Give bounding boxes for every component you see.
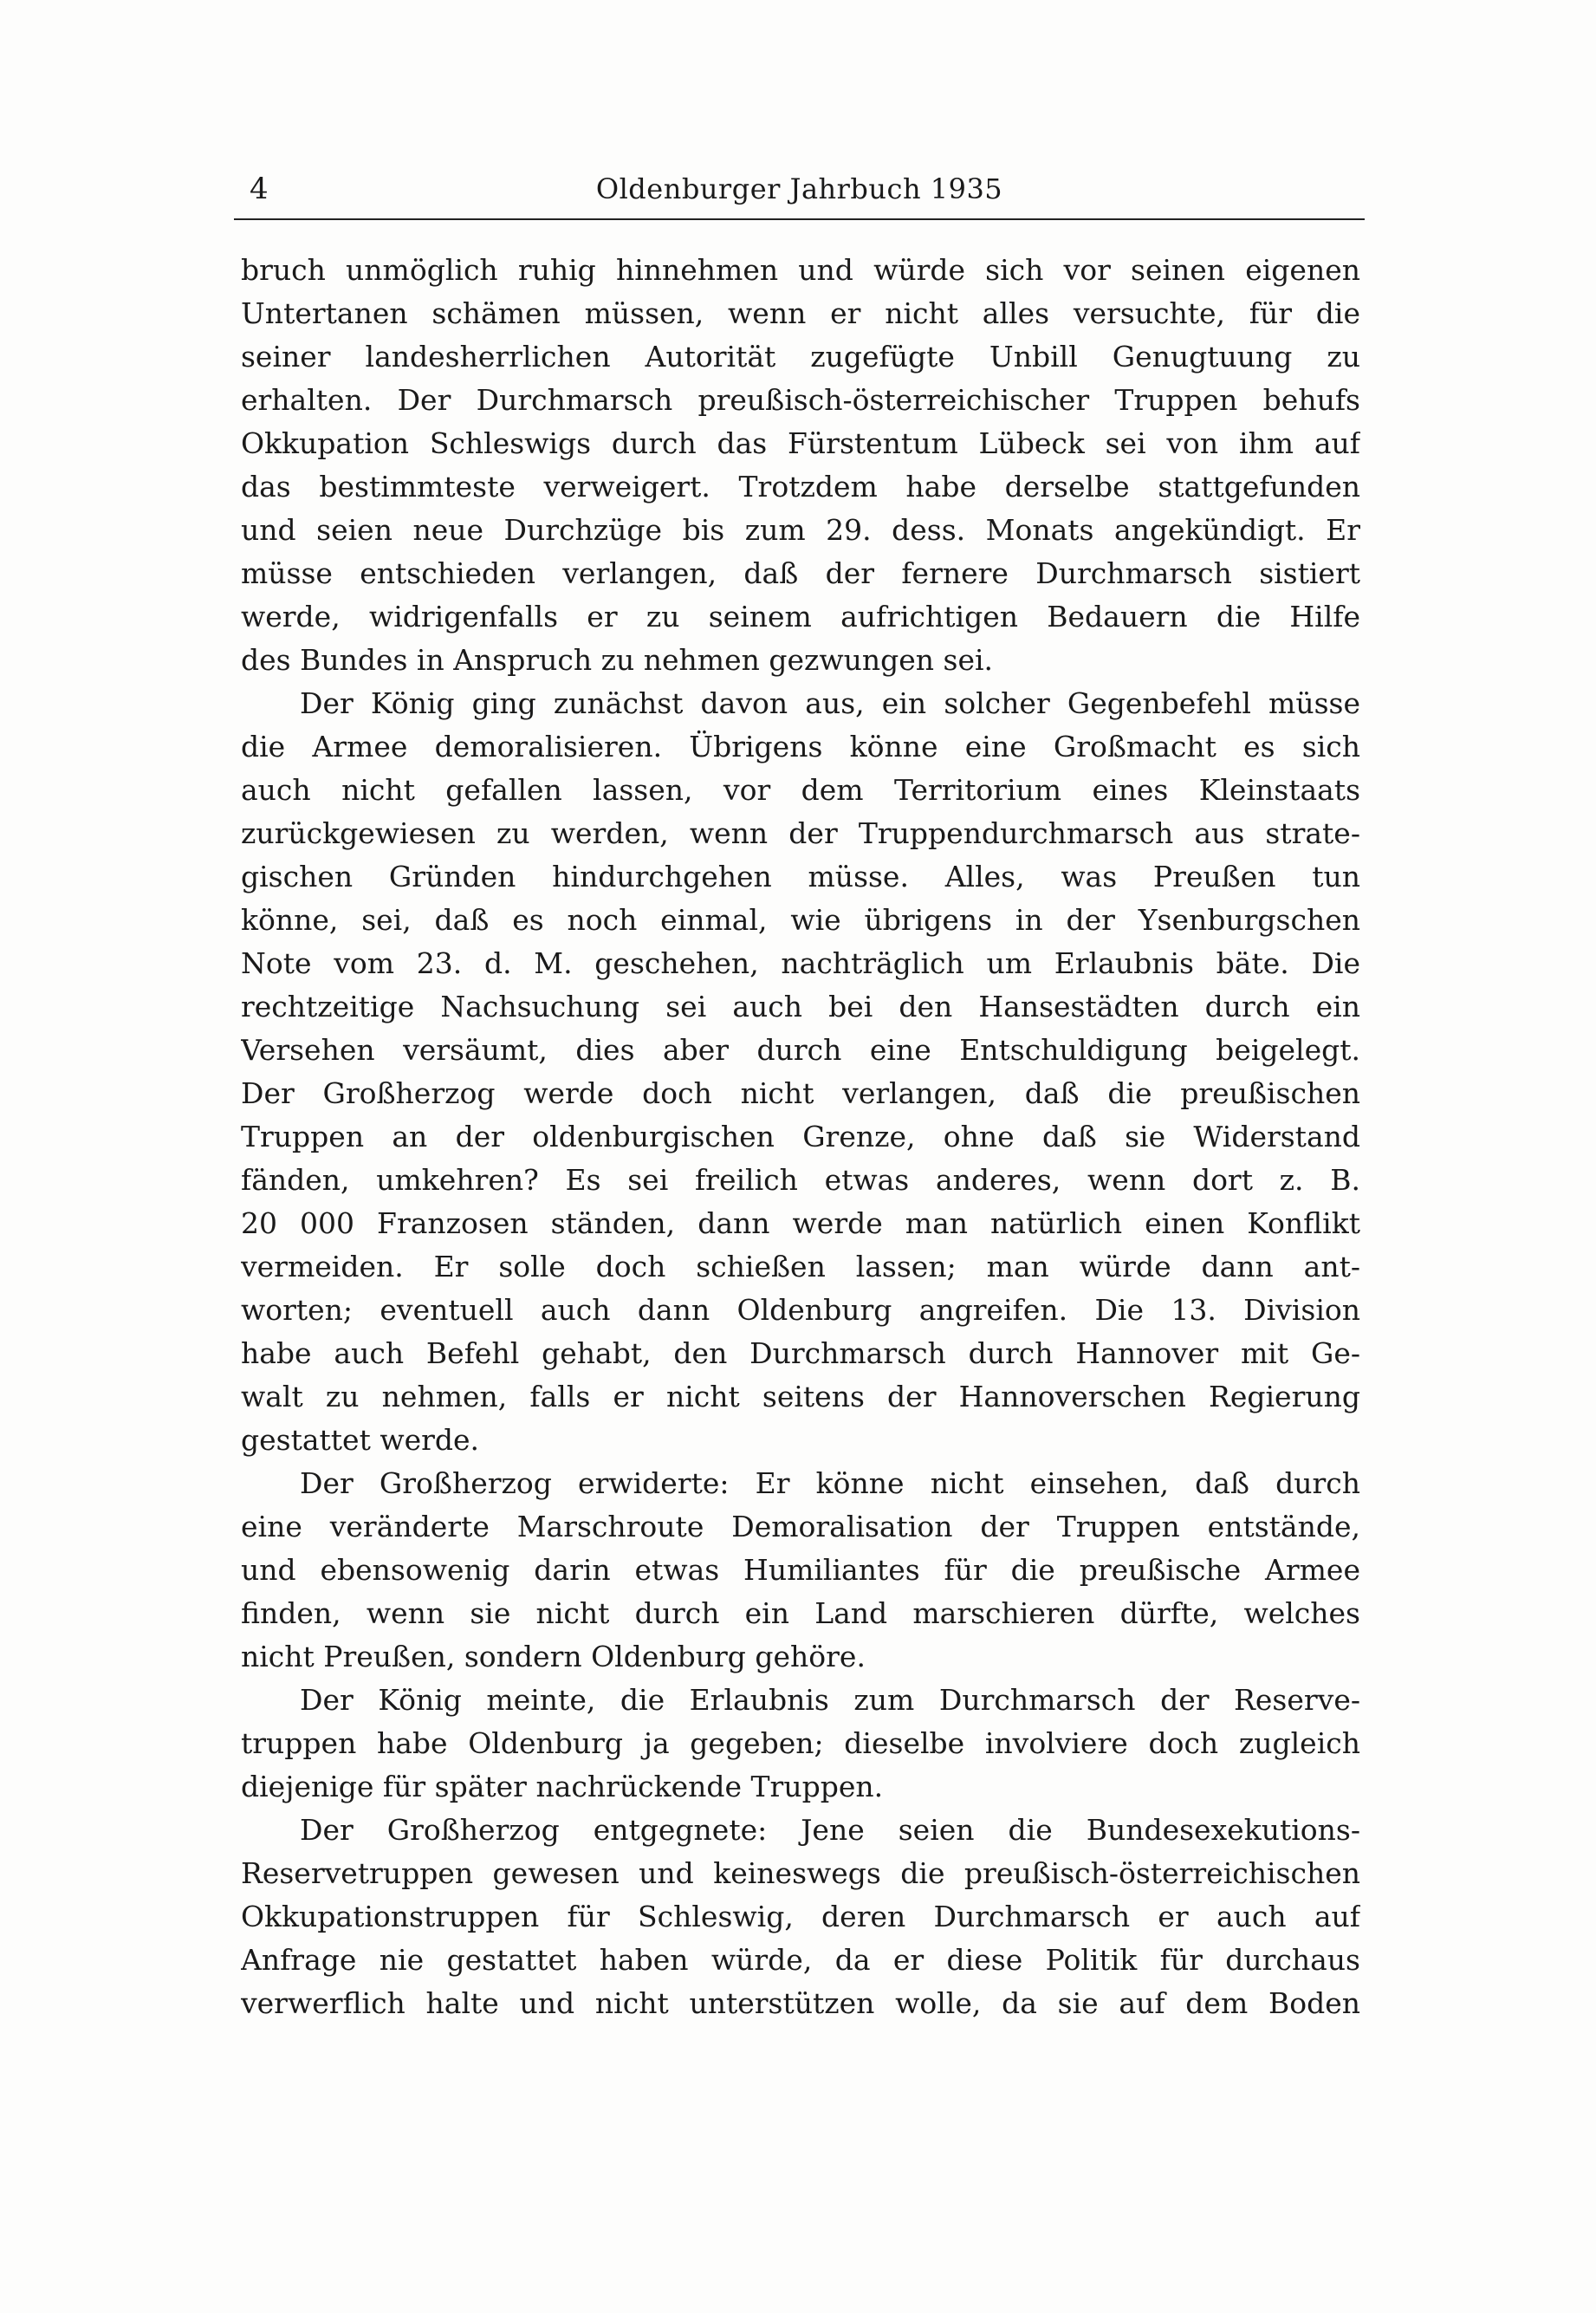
text-line: fänden, umkehren? Es sei freilich etwas anderes, wenn dort z. B. bbox=[241, 1163, 1360, 1197]
running-title: Oldenburger Jahrbuch 1935 bbox=[595, 172, 1003, 205]
text-line: eine veränderte Marschroute Demoralisation der Truppen entstände, bbox=[241, 1510, 1360, 1543]
text-line: Der Großherzog entgegnete: Jene seien die Bundesexekutions- bbox=[300, 1813, 1360, 1847]
text-line: Okkupation Schleswigs durch das Fürstentum Lübeck sei von ihm auf bbox=[241, 426, 1360, 460]
text-line: nicht Preußen, sondern Oldenburg gehöre. bbox=[241, 1640, 866, 1673]
text-line: die Armee demoralisieren. Übrigens könne eine Großmacht es sich bbox=[241, 730, 1360, 763]
text-line: auch nicht gefallen lassen, vor dem Territorium eines Kleinstaats bbox=[241, 773, 1360, 807]
text-line: Untertanen schämen müssen, wenn er nicht alles versuchte, für die bbox=[241, 296, 1360, 330]
text-line: worten; eventuell auch dann Oldenburg angreifen. Die 13. Division bbox=[241, 1293, 1360, 1327]
text-line: truppen habe Oldenburg ja gegeben; dieselbe involviere doch zugleich bbox=[241, 1726, 1360, 1760]
text-line: gischen Gründen hindurchgehen müsse. Alles, was Preußen tun bbox=[241, 860, 1360, 893]
text-line: Okkupationstruppen für Schleswig, deren Durchmarsch er auch auf bbox=[241, 1900, 1360, 1933]
text-line: bruch unmöglich ruhig hinnehmen und würde sich vor seinen eigenen bbox=[241, 253, 1360, 287]
text-line: rechtzeitige Nachsuchung sei auch bei den Hansestädten durch ein bbox=[241, 990, 1360, 1023]
page-number: 4 bbox=[250, 172, 269, 206]
text-line: Der König ging zunächst davon aus, ein solcher Gegenbefehl müsse bbox=[300, 686, 1360, 720]
page-header bbox=[234, 170, 1365, 220]
text-line: Der König meinte, die Erlaubnis zum Durchmarsch der Reserve- bbox=[300, 1683, 1360, 1717]
text-line: Der Großherzog werde doch nicht verlangen, daß die preußischen bbox=[241, 1076, 1360, 1110]
text-line: Der Großherzog erwiderte: Er könne nicht einsehen, daß durch bbox=[300, 1466, 1360, 1500]
text-line: diejenige für später nachrückende Truppen. bbox=[241, 1770, 884, 1803]
text-line: Versehen versäumt, dies aber durch eine Entschuldigung beigelegt. bbox=[241, 1033, 1360, 1067]
text-line: zurückgewiesen zu werden, wenn der Truppendurchmarsch aus strate- bbox=[241, 816, 1360, 850]
text-line: Anfrage nie gestattet haben würde, da er diese Politik für durchaus bbox=[241, 1943, 1360, 1977]
text-line: gestattet werde. bbox=[241, 1423, 480, 1457]
text-line: verwerflich halte und nicht unterstützen wolle, da sie auf dem Boden bbox=[241, 1986, 1360, 2020]
text-line: und seien neue Durchzüge bis zum 29. dess. Monats angekündigt. Er bbox=[241, 513, 1360, 547]
body-text bbox=[241, 249, 1360, 2025]
text-line: Truppen an der oldenburgischen Grenze, ohne daß sie Widerstand bbox=[241, 1120, 1360, 1153]
text-line: könne, sei, daß es noch einmal, wie übrigens in der Ysenburgschen bbox=[241, 903, 1360, 937]
text-line: walt zu nehmen, falls er nicht seitens der Hannoverschen Regierung bbox=[241, 1380, 1360, 1413]
text-line: 20 000 Franzosen ständen, dann werde man natürlich einen Konflikt bbox=[241, 1206, 1360, 1240]
text-line: Reservetruppen gewesen und keineswegs die preußisch-österreichischen bbox=[241, 1856, 1360, 1890]
text-line: erhalten. Der Durchmarsch preußisch-österreichischer Truppen behufs bbox=[241, 383, 1360, 417]
text-line: werde, widrigenfalls er zu seinem aufrichtigen Bedauern die Hilfe bbox=[241, 600, 1360, 633]
text-line: finden, wenn sie nicht durch ein Land marschieren dürfte, welches bbox=[241, 1596, 1360, 1630]
text-line: das bestimmteste verweigert. Trotzdem habe derselbe stattgefunden bbox=[241, 470, 1360, 504]
text-line: des Bundes in Anspruch zu nehmen gezwungen sei. bbox=[241, 643, 994, 677]
text-line: vermeiden. Er solle doch schießen lassen; man würde dann ant- bbox=[241, 1250, 1360, 1283]
text-line: seiner landesherrlichen Autorität zugefügte Unbill Genugtuung zu bbox=[241, 340, 1360, 374]
text-line: müsse entschieden verlangen, daß der fernere Durchmarsch sistiert bbox=[241, 556, 1360, 590]
text-line: habe auch Befehl gehabt, den Durchmarsch durch Hannover mit Ge- bbox=[241, 1336, 1360, 1370]
text-line: und ebensowenig darin etwas Humiliantes für die preußische Armee bbox=[241, 1553, 1360, 1587]
text-line: Note vom 23. d. M. geschehen, nachträglich um Erlaubnis bäte. Die bbox=[241, 946, 1360, 980]
